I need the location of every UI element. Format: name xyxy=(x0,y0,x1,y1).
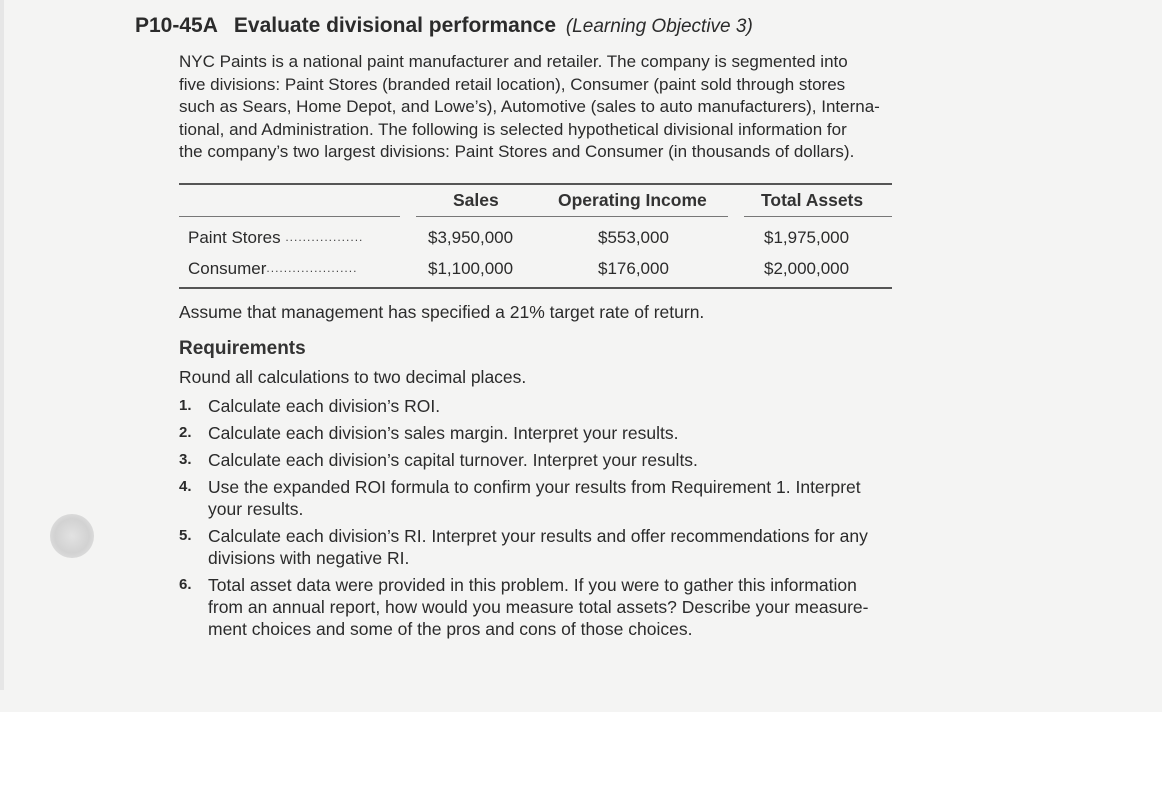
list-item xyxy=(179,574,939,640)
cell-total-assets: $1,975,000 xyxy=(764,228,850,247)
intro-line: five divisions: Paint Stores (branded retail location), Consumer (paint sold through stores xyxy=(179,74,846,94)
cell-sales: $3,950,000 xyxy=(428,228,514,247)
assumption-text: Assume that management has specified a 21% target rate of return. xyxy=(179,302,705,322)
item-text: Calculate each division’s sales margin. Interpret your results. xyxy=(208,423,679,443)
problem-heading xyxy=(135,14,753,38)
intro-line: tional, and Administration. The following is selected hypothetical divisional information for xyxy=(179,119,847,139)
intro-line: such as Sears, Home Depot, and Lowe’s), Automotive (sales to auto manufacturers), Interna- xyxy=(179,97,880,116)
item-number: 1. xyxy=(179,397,192,414)
table-row-label: Consumer..................... xyxy=(188,259,358,278)
col-header-total-assets: Total Assets xyxy=(761,190,864,210)
list-item xyxy=(179,525,939,569)
list-item xyxy=(179,449,939,471)
table-header-rule xyxy=(179,216,892,217)
item-text: from an annual report, how would you measure total assets? Describe your measure- xyxy=(208,597,869,617)
item-number: 3. xyxy=(179,451,192,468)
list-item xyxy=(179,476,939,520)
problem-title: Evaluate divisional performance xyxy=(233,14,557,37)
leader-dots: ..................... xyxy=(266,261,358,275)
item-text: divisions with negative RI. xyxy=(208,548,410,568)
table-row-label: Paint Stores .................. xyxy=(188,228,364,247)
cell-total-assets: $2,000,000 xyxy=(764,259,850,278)
intro-line: NYC Paints is a national paint manufacturer and retailer. The company is segmented into xyxy=(179,52,848,71)
item-number: 2. xyxy=(179,424,192,441)
binder-hole xyxy=(50,514,94,558)
item-text: ment choices and some of the pros and cons of those choices. xyxy=(208,619,693,639)
col-header-operating-income: Operating Income xyxy=(558,190,707,210)
rounding-note: Round all calculations to two decimal places. xyxy=(179,367,527,387)
item-number: 4. xyxy=(179,478,192,495)
item-number: 6. xyxy=(179,576,192,593)
item-text: your results. xyxy=(208,499,304,519)
item-text: Use the expanded ROI formula to confirm your results from Requirement 1. Interpret xyxy=(208,477,861,497)
cell-sales: $1,100,000 xyxy=(428,259,514,278)
list-item xyxy=(179,422,939,444)
requirements-list xyxy=(179,395,939,645)
cell-operating-income: $553,000 xyxy=(598,228,669,247)
table-bottom-rule xyxy=(179,287,892,289)
col-header-sales: Sales xyxy=(453,190,499,210)
problem-number: P10-45A xyxy=(135,14,218,37)
item-text: Calculate each division’s RI. Interpret your results and offer recommendations for any xyxy=(208,526,868,546)
cell-operating-income: $176,000 xyxy=(598,259,669,278)
item-text: Calculate each division’s capital turnover. Interpret your results. xyxy=(208,450,698,470)
intro-paragraph xyxy=(179,51,939,164)
learning-objective: (Learning Objective 3) xyxy=(565,16,753,37)
intro-line: the company’s two largest divisions: Paint Stores and Consumer (in thousands of dollars). xyxy=(179,142,855,161)
requirements-heading: Requirements xyxy=(179,338,306,359)
table-top-rule xyxy=(179,183,892,185)
item-text: Calculate each division’s ROI. xyxy=(208,396,441,416)
leader-dots: .................. xyxy=(285,230,364,244)
item-text: Total asset data were provided in this problem. If you were to gather this information xyxy=(208,575,857,595)
item-number: 5. xyxy=(179,527,192,544)
list-item xyxy=(179,395,939,417)
